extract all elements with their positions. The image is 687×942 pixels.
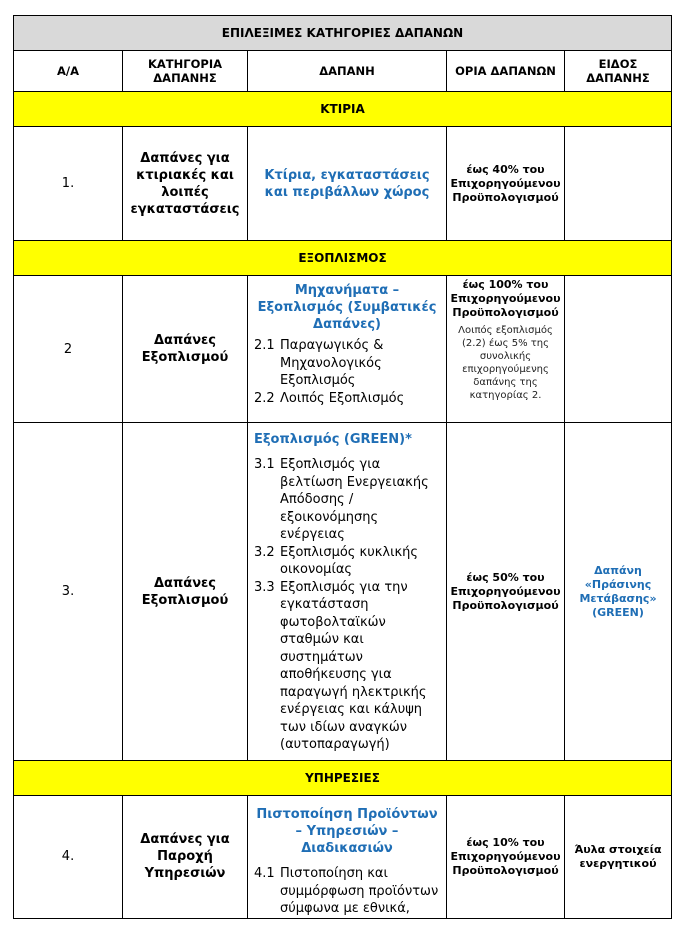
limit-text: έως 100% του Επιχορηγούμενου Προϋπολογισμού bbox=[450, 278, 561, 319]
section-buildings: ΚΤΙΡΙΑ bbox=[14, 92, 672, 127]
row-category: Δαπάνες για Παροχή Υπηρεσιών bbox=[123, 796, 248, 919]
list-item: 2.1 Παραγωγικός & Μηχανολογικός Εξοπλισμός bbox=[254, 338, 384, 388]
row-expense bbox=[248, 127, 447, 241]
expense-items bbox=[248, 456, 446, 754]
row-kind bbox=[565, 276, 672, 423]
row-number: 1. bbox=[14, 127, 123, 241]
row-number: 4. bbox=[14, 796, 123, 919]
expense-title: Εξοπλισμός (GREEN)* bbox=[254, 432, 412, 447]
row-number: 2 bbox=[14, 276, 123, 423]
table-row bbox=[14, 127, 672, 241]
expense-title: Πιστοποίηση Προϊόντων – Υπηρεσιών – Διαδικασιών bbox=[256, 807, 438, 856]
header-category: ΚΑΤΗΓΟΡΙΑ ΔΑΠΑΝΗΣ bbox=[123, 51, 248, 92]
section-equipment: ΕΞΟΠΛΙΣΜΟΣ bbox=[14, 241, 672, 276]
row-kind: Άυλα στοιχεία ενεργητικού bbox=[565, 796, 672, 919]
list-item: 4.1 Πιστοποίηση και συμμόρφωση προϊόντων σύμφωνα με εθνικά, bbox=[254, 866, 439, 916]
header-limits: ΟΡΙΑ ΔΑΠΑΝΩΝ bbox=[447, 51, 565, 92]
header-expense: ΔΑΠΑΝΗ bbox=[248, 51, 447, 92]
table-title: ΕΠΙΛΕΞΙΜΕΣ ΚΑΤΗΓΟΡΙΕΣ ΔΑΠΑΝΩΝ bbox=[14, 16, 672, 51]
row-limit: έως 50% του Επιχορηγούμενου Προϋπολογισμού bbox=[447, 423, 565, 761]
table-row bbox=[14, 276, 672, 423]
header-kind: ΕΙΔΟΣ ΔΑΠΑΝΗΣ bbox=[565, 51, 672, 92]
expense-items bbox=[248, 337, 446, 407]
list-item: 3.3 Εξοπλισμός για την εγκατάσταση φωτοβολταϊκών σταθμών και συστημάτων αποθήκευσης για παραγωγή ηλεκτρικής ενέργειας και κάλυψη των ιδίων αναγκών (αυτοπαραγωγή) bbox=[254, 579, 427, 752]
expense-items bbox=[248, 865, 446, 918]
row-category: Δαπάνες για κτιριακές και λοιπές εγκαταστάσεις bbox=[123, 127, 248, 241]
table-row bbox=[14, 423, 672, 761]
row-kind: Δαπάνη «Πράσινης Μετάβασης» (GREEN) bbox=[565, 423, 672, 761]
section-services: ΥΠΗΡΕΣΙΕΣ bbox=[14, 761, 672, 796]
list-item: 2.2 Λοιπός Εξοπλισμός bbox=[254, 390, 405, 406]
eligible-expenses-table bbox=[13, 15, 672, 919]
row-expense bbox=[248, 276, 447, 423]
row-category: Δαπάνες Εξοπλισμού bbox=[123, 423, 248, 761]
expense-title: Κτίρια, εγκαταστάσεις και περιβάλλων χώρος bbox=[264, 167, 430, 200]
header-aa: Α/Α bbox=[14, 51, 123, 92]
limit-note: Λοιπός εξοπλισμός (2.2) έως 5% της συνολικής επιχορηγούμενης δαπάνης της κατηγορίας 2. bbox=[458, 325, 553, 401]
expense-title: Μηχανήματα – Εξοπλισμός (Συμβατικές Δαπάνες) bbox=[257, 283, 437, 332]
list-item: 3.1 Εξοπλισμός για βελτίωση Ενεργειακής Απόδοσης /εξοικονόμησης ενέργειας bbox=[254, 457, 429, 542]
list-item: 3.2 Εξοπλισμός κυκλικής οικονομίας bbox=[254, 544, 419, 577]
table-row bbox=[14, 796, 672, 919]
row-kind bbox=[565, 127, 672, 241]
row-number: 3. bbox=[14, 423, 123, 761]
row-limit: έως 40% του Επιχορηγούμενου Προϋπολογισμού bbox=[447, 127, 565, 241]
row-expense bbox=[248, 423, 447, 761]
row-expense bbox=[248, 796, 447, 919]
row-limit: έως 10% του Επιχορηγούμενου Προϋπολογισμού bbox=[447, 796, 565, 919]
row-category: Δαπάνες Εξοπλισμού bbox=[123, 276, 248, 423]
row-limit bbox=[447, 276, 565, 423]
